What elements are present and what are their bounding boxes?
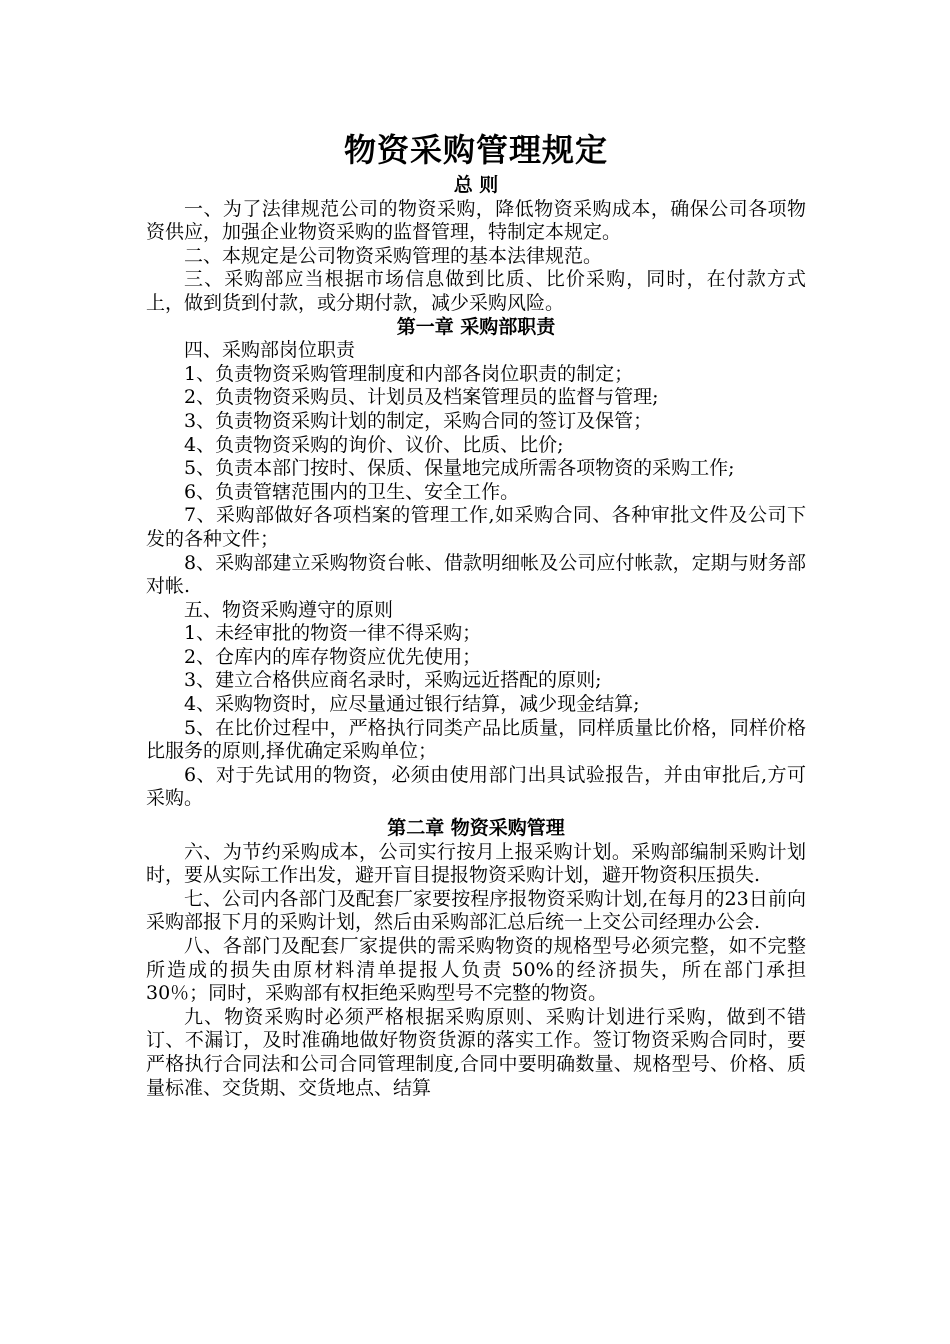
paragraph: 6、负责管辖范围内的卫生、安全工作。 <box>184 480 520 503</box>
section-heading: 第二章 物资采购管理 <box>387 817 565 840</box>
paragraph: 六、为节约采购成本，公司实行按月上报采购计划。采购部编制采购计划时，要从实际工作出发，避开盲目提报物资采购计划，避开物资积压损失. <box>146 840 806 887</box>
paragraph: 5、在比价过程中，严格执行同类产品比质量，同样质量比价格，同样价格比服务的原则,择优确定采购单位； <box>146 716 806 763</box>
paragraph: 1、未经审批的物资一律不得采购； <box>184 622 482 645</box>
paragraph: 7、采购部做好各项档案的管理工作,如采购合同、各种审批文件及公司下发的各种文件； <box>146 504 806 550</box>
paragraph: 3、负责物资采购计划的制定，采购合同的签订及保管； <box>184 409 653 432</box>
paragraph: 8、采购部建立采购物资台帐、借款明细帐及公司应付帐款，定期与财务部对帐. <box>146 551 806 598</box>
paragraph: 4、负责物资采购的询价、议价、比质、比价; <box>184 433 564 456</box>
paragraph: 一、为了法律规范公司的物资采购，降低物资采购成本，确保公司各项物资供应，加强企业物资采购的监督管理，特制定本规定。 <box>146 197 806 244</box>
section-chapter-1 <box>146 316 806 811</box>
paragraph: 2、负责物资采购员、计划员及档案管理员的监督与管理; <box>184 386 659 409</box>
paragraph: 二、本规定是公司物资采购管理的基本法律规范。 <box>184 244 603 267</box>
paragraph: 七、公司内各部门及配套厂家要按程序报物资采购计划,在每月的23日前向采购部报下月的采购计划，然后由采购部汇总后统一上交公司经理办公会. <box>146 887 806 934</box>
paragraph: 2、仓库内的库存物资应优先使用； <box>184 645 482 668</box>
paragraph: 九、物资采购时必须严格根据采购原则、采购计划进行采购，做到不错订、不漏订，及时准确地做好物资货源的落实工作。签订物资采购合同时，要严格执行合同法和公司合同管理制度,合同中要明确数量、规格型号、价格、质量标准、交货期、交货地点、结算 <box>146 1005 806 1099</box>
paragraph: 6、对于先试用的物资，必须由使用部门出具试验报告，并由审批后,方可采购。 <box>146 763 806 810</box>
document-page <box>146 128 806 1100</box>
paragraph: 四、采购部岗位职责 <box>184 339 356 362</box>
paragraph: 3、建立合格供应商名录时，采购远近搭配的原则; <box>184 669 602 692</box>
section-heading: 总 则 <box>453 174 499 196</box>
section-general <box>146 174 806 316</box>
paragraph: 五、物资采购遵守的原则 <box>184 598 394 621</box>
paragraph: 八、各部门及配套厂家提供的需采购物资的规格型号必须完整，如不完整所造成的损失由原材料清单提报人负责 50%的经济损失，所在部门承担30％；同时，采购部有权拒绝采购型号不完整的物资。 <box>146 935 806 1005</box>
section-heading: 第一章 采购部职责 <box>396 315 556 338</box>
paragraph: 5、负责本部门按时、保质、保量地完成所需各项物资的采购工作; <box>184 457 735 480</box>
paragraph: 1、负责物资采购管理制度和内部各岗位职责的制定； <box>184 362 634 385</box>
paragraph: 三、采购部应当根据市场信息做到比质、比价采购，同时，在付款方式上，做到货到付款，或分期付款，减少采购风险。 <box>146 268 806 314</box>
paragraph: 4、采购物资时，应尽量通过银行结算，减少现金结算; <box>184 693 640 716</box>
section-chapter-2 <box>146 817 806 1100</box>
document-title: 物资采购管理规定 <box>343 131 608 169</box>
